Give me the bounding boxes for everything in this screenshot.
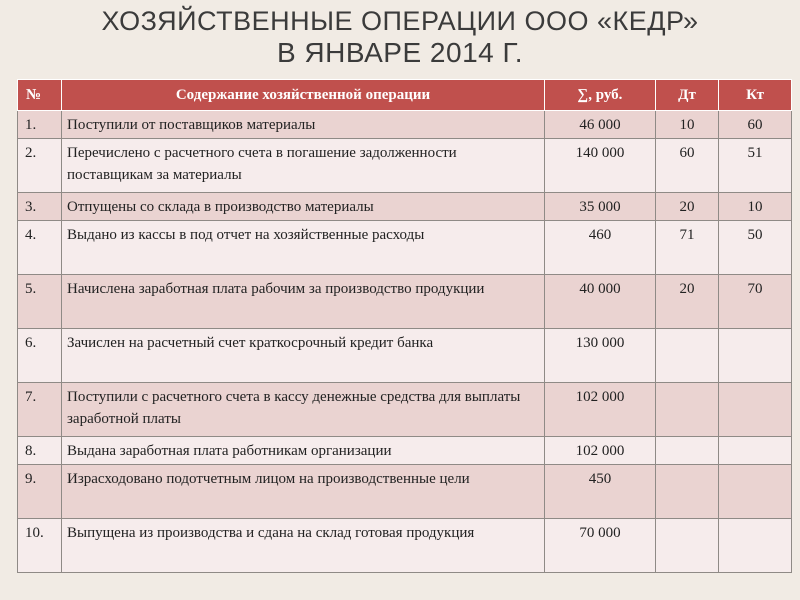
row-credit: 10 — [719, 193, 792, 221]
row-credit: 51 — [719, 139, 792, 193]
row-sum: 102 000 — [545, 383, 656, 437]
row-debit — [656, 437, 719, 465]
row-description: Поступили от поставщиков материалы — [62, 111, 545, 139]
row-number: 5. — [18, 275, 62, 329]
row-debit: 60 — [656, 139, 719, 193]
header-number: № — [18, 80, 62, 111]
row-debit: 20 — [656, 193, 719, 221]
row-description: Перечислено с расчетного счета в погашение задолженности поставщикам за материалы — [62, 139, 545, 193]
row-credit: 70 — [719, 275, 792, 329]
row-sum: 35 000 — [545, 193, 656, 221]
row-sum: 40 000 — [545, 275, 656, 329]
row-number: 8. — [18, 437, 62, 465]
table-row — [18, 221, 792, 275]
row-description: Отпущены со склада в производство материалы — [62, 193, 545, 221]
row-description: Начислена заработная плата рабочим за производство продукции — [62, 275, 545, 329]
row-credit — [719, 437, 792, 465]
row-description: Поступили с расчетного счета в кассу денежные средства для выплаты заработной платы — [62, 383, 545, 437]
header-sum: ∑, руб. — [545, 80, 656, 111]
row-credit: 50 — [719, 221, 792, 275]
table-row — [18, 519, 792, 573]
row-description: Выдано из кассы в под отчет на хозяйственные расходы — [62, 221, 545, 275]
row-sum: 450 — [545, 465, 656, 519]
row-number: 3. — [18, 193, 62, 221]
row-debit — [656, 519, 719, 573]
operations-table-container — [17, 79, 791, 573]
row-number: 4. — [18, 221, 62, 275]
row-debit: 71 — [656, 221, 719, 275]
row-sum: 46 000 — [545, 111, 656, 139]
table-row — [18, 383, 792, 437]
table-row — [18, 275, 792, 329]
row-number: 1. — [18, 111, 62, 139]
slide-title — [0, 0, 800, 78]
row-debit: 10 — [656, 111, 719, 139]
row-credit — [719, 465, 792, 519]
row-number: 6. — [18, 329, 62, 383]
table-row — [18, 329, 792, 383]
row-credit — [719, 519, 792, 573]
row-description: Выпущена из производства и сдана на склад готовая продукция — [62, 519, 545, 573]
row-debit — [656, 329, 719, 383]
row-number: 9. — [18, 465, 62, 519]
header-credit: Кт — [719, 80, 792, 111]
row-sum: 130 000 — [545, 329, 656, 383]
table-row — [18, 139, 792, 193]
table-row — [18, 437, 792, 465]
table-row — [18, 193, 792, 221]
row-debit — [656, 383, 719, 437]
title-line-1: ХОЗЯЙСТВЕННЫЕ ОПЕРАЦИИ ООО «КЕДР» — [101, 6, 699, 36]
row-number: 7. — [18, 383, 62, 437]
row-credit: 60 — [719, 111, 792, 139]
row-description: Израсходовано подотчетным лицом на производственные цели — [62, 465, 545, 519]
row-sum: 102 000 — [545, 437, 656, 465]
table-header-row — [18, 80, 792, 111]
header-debit: Дт — [656, 80, 719, 111]
row-debit: 20 — [656, 275, 719, 329]
header-description: Содержание хозяйственной операции — [62, 80, 545, 111]
row-debit — [656, 465, 719, 519]
table-row — [18, 111, 792, 139]
row-sum: 70 000 — [545, 519, 656, 573]
row-description: Зачислен на расчетный счет краткосрочный кредит банка — [62, 329, 545, 383]
operations-table — [17, 79, 792, 573]
row-number: 2. — [18, 139, 62, 193]
row-sum: 140 000 — [545, 139, 656, 193]
row-description: Выдана заработная плата работникам организации — [62, 437, 545, 465]
row-number: 10. — [18, 519, 62, 573]
row-credit — [719, 329, 792, 383]
table-row — [18, 465, 792, 519]
title-line-2: В ЯНВАРЕ 2014 Г. — [276, 37, 524, 68]
row-credit — [719, 383, 792, 437]
row-sum: 460 — [545, 221, 656, 275]
